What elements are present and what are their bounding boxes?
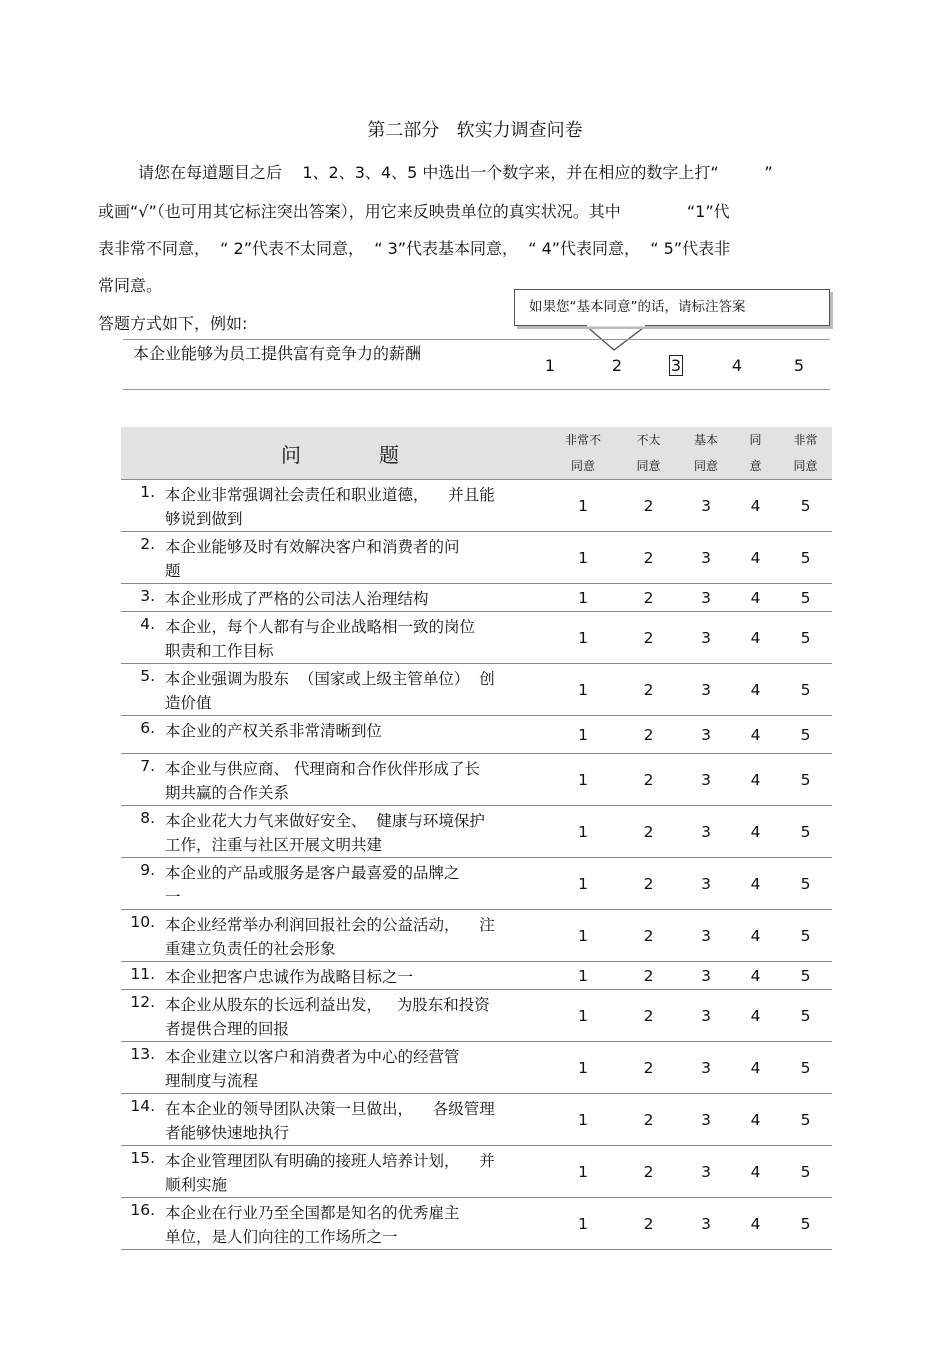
- answer-option-1[interactable]: 1: [549, 1042, 617, 1094]
- answer-option-2[interactable]: 2: [617, 990, 680, 1042]
- question-number: 5.: [121, 664, 161, 716]
- question-number: 15.: [121, 1146, 161, 1198]
- answer-option-3[interactable]: 3: [680, 532, 732, 584]
- question-text-line: 重建立负责任的社会形象: [165, 940, 336, 958]
- answer-option-5[interactable]: 5: [779, 1146, 832, 1198]
- instruction-line-1: 请您在每道题目之后 1、2、3、4、5 中选出一个数字来，并在相应的数字上打“ ”: [138, 163, 773, 182]
- answer-option-2[interactable]: 2: [617, 1042, 680, 1094]
- answer-option-5[interactable]: 5: [779, 962, 832, 990]
- answer-option-4[interactable]: 4: [732, 1198, 779, 1250]
- question-text: [161, 716, 549, 754]
- answer-option-1[interactable]: 1: [549, 910, 617, 962]
- header-option-5-line-1: 非常: [793, 433, 818, 447]
- header-option-1-line-2: 同意: [570, 459, 595, 473]
- answer-option-5[interactable]: 5: [779, 754, 832, 806]
- answer-option-2[interactable]: 2: [617, 664, 680, 716]
- question-number: 7.: [121, 754, 161, 806]
- answer-option-2[interactable]: 2: [617, 1198, 680, 1250]
- answer-option-3[interactable]: 3: [680, 806, 732, 858]
- question-text-line: 本企业经常举办利润回报社会的公益活动， 注: [165, 916, 495, 934]
- question-text-line: 理制度与流程: [165, 1072, 259, 1090]
- answer-option-4[interactable]: 4: [732, 990, 779, 1042]
- answer-option-3[interactable]: 3: [680, 584, 732, 612]
- page-title: 第二部分 软实力调查问卷: [367, 120, 583, 141]
- question-text: [161, 584, 549, 612]
- header-option-1: [549, 427, 617, 480]
- answer-option-2[interactable]: 2: [617, 532, 680, 584]
- header-option-1-line-1: 非常不: [564, 433, 601, 447]
- answer-option-1[interactable]: 1: [549, 584, 617, 612]
- answer-option-5[interactable]: 5: [779, 910, 832, 962]
- question-number: 10.: [121, 910, 161, 962]
- example-option-3-selected: 3: [670, 356, 682, 375]
- question-text: [161, 1146, 549, 1198]
- question-text-line: 造价值: [165, 694, 212, 712]
- question-text: [161, 962, 549, 990]
- question-text-line: 本企业花大力气来做好安全、 健康与环境保护: [165, 812, 485, 830]
- example-callout: 如果您“基本同意”的话，请标注答案: [514, 289, 830, 326]
- answer-option-3[interactable]: 3: [680, 990, 732, 1042]
- answer-option-5[interactable]: 5: [779, 612, 832, 664]
- example-option-1: 1: [544, 356, 556, 375]
- question-number: 11.: [121, 962, 161, 990]
- answer-option-5[interactable]: 5: [779, 664, 832, 716]
- question-number: 9.: [121, 858, 161, 910]
- header-option-3-line-1: 基本: [693, 433, 718, 447]
- example-option-4: 4: [731, 356, 743, 375]
- question-text: [161, 806, 549, 858]
- answer-option-4[interactable]: 4: [732, 532, 779, 584]
- table-row: [121, 754, 832, 806]
- question-text-line: 本企业强调为股东 （国家或上级主管单位） 创: [165, 670, 495, 688]
- answer-option-5[interactable]: 5: [779, 858, 832, 910]
- answer-option-4[interactable]: 4: [732, 754, 779, 806]
- answer-option-1[interactable]: 1: [549, 1094, 617, 1146]
- question-text-line: 题: [165, 562, 181, 580]
- example-bottom-rule: [123, 389, 830, 390]
- question-number: 13.: [121, 1042, 161, 1094]
- header-question-char-1: 问: [281, 442, 301, 467]
- question-number: 4.: [121, 612, 161, 664]
- answer-option-4[interactable]: 4: [732, 1146, 779, 1198]
- question-text-line: 工作，注重与社区开展文明共建: [165, 836, 383, 854]
- question-text: [161, 1198, 549, 1250]
- answer-option-4[interactable]: 4: [732, 716, 779, 754]
- question-text-line: 本企业把客户忠诚作为战略目标之一: [165, 968, 414, 986]
- table-header-row: [121, 427, 832, 480]
- question-text-line: 本企业与供应商、 代理商和合作伙伴形成了长: [165, 760, 480, 778]
- answer-option-4[interactable]: 4: [732, 1042, 779, 1094]
- table-row: [121, 1146, 832, 1198]
- answer-option-2[interactable]: 2: [617, 962, 680, 990]
- example-question: 本企业能够为员工提供富有竞争力的薪酬: [133, 344, 422, 363]
- answer-option-1[interactable]: 1: [549, 664, 617, 716]
- answer-option-4[interactable]: 4: [732, 910, 779, 962]
- answer-option-1[interactable]: 1: [549, 716, 617, 754]
- table-row: [121, 806, 832, 858]
- answer-option-5[interactable]: 5: [779, 716, 832, 754]
- header-option-4: [732, 427, 779, 480]
- instruction-line-2: 或画“√”（也可用其它标注突出答案），用它来反映贵单位的真实状况。其中 “1”代: [98, 202, 730, 221]
- answer-option-3[interactable]: 3: [680, 1094, 732, 1146]
- answer-option-1[interactable]: 1: [549, 612, 617, 664]
- answer-option-2[interactable]: 2: [617, 858, 680, 910]
- question-number: 6.: [121, 716, 161, 754]
- table-row: [121, 532, 832, 584]
- table-row: [121, 1042, 832, 1094]
- table-row: [121, 990, 832, 1042]
- instruction-line-3: 表非常不同意， “ 2”代表不太同意， “ 3”代表基本同意， “ 4”代表同意， “ 5”代表非: [98, 239, 731, 258]
- header-option-2-line-1: 不太: [636, 433, 661, 447]
- question-number: 3.: [121, 584, 161, 612]
- table-row: [121, 1094, 832, 1146]
- answer-option-1[interactable]: 1: [549, 1198, 617, 1250]
- answer-option-1[interactable]: 1: [549, 754, 617, 806]
- answer-option-4[interactable]: 4: [732, 612, 779, 664]
- question-text-line: 本企业形成了严格的公司法人治理结构: [165, 590, 429, 608]
- answer-option-5[interactable]: 5: [779, 1198, 832, 1250]
- answer-option-3[interactable]: 3: [680, 858, 732, 910]
- question-text: [161, 612, 549, 664]
- instruction-line-4: 常同意。: [98, 276, 163, 295]
- question-number: 12.: [121, 990, 161, 1042]
- answer-option-3[interactable]: 3: [680, 716, 732, 754]
- question-text: [161, 754, 549, 806]
- question-number: 2.: [121, 532, 161, 584]
- table-row: [121, 910, 832, 962]
- question-text-line: 本企业管理团队有明确的接班人培养计划， 并: [165, 1152, 495, 1170]
- question-text-line: 本企业，每个人都有与企业战略相一致的岗位: [165, 618, 476, 636]
- answer-option-1[interactable]: 1: [549, 962, 617, 990]
- survey-table: [121, 427, 832, 1250]
- answer-option-2[interactable]: 2: [617, 612, 680, 664]
- answer-option-3[interactable]: 3: [680, 1146, 732, 1198]
- question-text-line: 本企业建立以客户和消费者为中心的经营管: [165, 1048, 460, 1066]
- answer-option-1[interactable]: 1: [549, 990, 617, 1042]
- question-text-line: 一: [165, 888, 181, 906]
- answer-option-3[interactable]: 3: [680, 962, 732, 990]
- answer-option-4[interactable]: 4: [732, 962, 779, 990]
- answer-option-5[interactable]: 5: [779, 990, 832, 1042]
- header-option-3: [680, 427, 732, 480]
- example-option-5: 5: [793, 356, 805, 375]
- answer-option-2[interactable]: 2: [617, 1094, 680, 1146]
- question-text: [161, 1094, 549, 1146]
- table-row: [121, 480, 832, 532]
- question-number: 1.: [121, 480, 161, 532]
- answer-option-2[interactable]: 2: [617, 806, 680, 858]
- answer-option-3[interactable]: 3: [680, 910, 732, 962]
- example-top-rule: [123, 339, 830, 340]
- question-text: [161, 532, 549, 584]
- table-row: [121, 858, 832, 910]
- answer-option-5[interactable]: 5: [779, 1094, 832, 1146]
- question-text-line: 本企业非常强调社会责任和职业道德， 并且能: [165, 486, 495, 504]
- answer-option-3[interactable]: 3: [680, 612, 732, 664]
- question-text: [161, 664, 549, 716]
- answer-option-4[interactable]: 4: [732, 806, 779, 858]
- answer-option-3[interactable]: 3: [680, 1198, 732, 1250]
- answer-option-2[interactable]: 2: [617, 910, 680, 962]
- question-text-line: 期共赢的合作关系: [165, 784, 290, 802]
- question-text-line: 顺利实施: [165, 1176, 228, 1194]
- question-text: [161, 480, 549, 532]
- table-row: [121, 584, 832, 612]
- question-text: [161, 1042, 549, 1094]
- answer-option-5[interactable]: 5: [779, 1042, 832, 1094]
- example-option-2: 2: [611, 356, 623, 375]
- question-number: 16.: [121, 1198, 161, 1250]
- answer-option-1[interactable]: 1: [549, 480, 617, 532]
- question-number: 14.: [121, 1094, 161, 1146]
- answer-option-2[interactable]: 2: [617, 754, 680, 806]
- answer-option-2[interactable]: 2: [617, 716, 680, 754]
- question-text-line: 者提供合理的回报: [165, 1020, 290, 1038]
- table-row: [121, 664, 832, 716]
- answer-option-5[interactable]: 5: [779, 806, 832, 858]
- header-option-4-line-1: 同: [749, 433, 762, 447]
- header-option-2: [617, 427, 680, 480]
- question-text-line: 在本企业的领导团队决策一旦做出， 各级管理: [165, 1100, 495, 1118]
- question-text: [161, 990, 549, 1042]
- question-text-line: 本企业的产品或服务是客户最喜爱的品牌之: [165, 864, 460, 882]
- answer-option-4[interactable]: 4: [732, 480, 779, 532]
- header-option-5: [779, 427, 832, 480]
- question-text-line: 职责和工作目标: [165, 642, 274, 660]
- question-text-line: 够说到做到: [165, 510, 243, 528]
- question-text-line: 本企业的产权关系非常清晰到位: [165, 722, 383, 740]
- answer-option-5[interactable]: 5: [779, 532, 832, 584]
- question-text-line: 者能够快速地执行: [165, 1124, 290, 1142]
- question-text: [161, 858, 549, 910]
- answer-option-3[interactable]: 3: [680, 480, 732, 532]
- answer-option-1[interactable]: 1: [549, 1146, 617, 1198]
- answer-option-3[interactable]: 3: [680, 1042, 732, 1094]
- table-row: [121, 716, 832, 754]
- answer-option-5[interactable]: 5: [779, 480, 832, 532]
- answer-option-3[interactable]: 3: [680, 664, 732, 716]
- answer-option-2[interactable]: 2: [617, 584, 680, 612]
- question-text-line: 本企业在行业乃至全国都是知名的优秀雇主: [165, 1204, 460, 1222]
- table-row: [121, 962, 832, 990]
- answer-option-4[interactable]: 4: [732, 664, 779, 716]
- header-question-char-2: 题: [379, 442, 399, 467]
- header-question: [121, 427, 549, 480]
- answer-option-1[interactable]: 1: [549, 532, 617, 584]
- header-option-2-line-2: 同意: [636, 459, 661, 473]
- question-text-line: 单位，是人们向往的工作场所之一: [165, 1228, 398, 1246]
- answer-option-3[interactable]: 3: [680, 754, 732, 806]
- question-text-line: 本企业能够及时有效解决客户和消费者的问: [165, 538, 460, 556]
- answer-option-4[interactable]: 4: [732, 858, 779, 910]
- answer-option-2[interactable]: 2: [617, 480, 680, 532]
- header-option-4-line-2: 意: [749, 459, 762, 473]
- table-row: [121, 1198, 832, 1250]
- table-row: [121, 612, 832, 664]
- question-number: 8.: [121, 806, 161, 858]
- answer-option-4[interactable]: 4: [732, 584, 779, 612]
- answer-option-1[interactable]: 1: [549, 806, 617, 858]
- answer-option-4[interactable]: 4: [732, 1094, 779, 1146]
- example-intro: 答题方式如下，例如:: [98, 314, 248, 333]
- answer-option-1[interactable]: 1: [549, 858, 617, 910]
- question-text-line: 本企业从股东的长远利益出发， 为股东和投资: [165, 996, 490, 1014]
- answer-option-2[interactable]: 2: [617, 1146, 680, 1198]
- header-option-3-line-2: 同意: [693, 459, 718, 473]
- answer-option-5[interactable]: 5: [779, 584, 832, 612]
- question-text: [161, 910, 549, 962]
- header-option-5-line-2: 同意: [793, 459, 818, 473]
